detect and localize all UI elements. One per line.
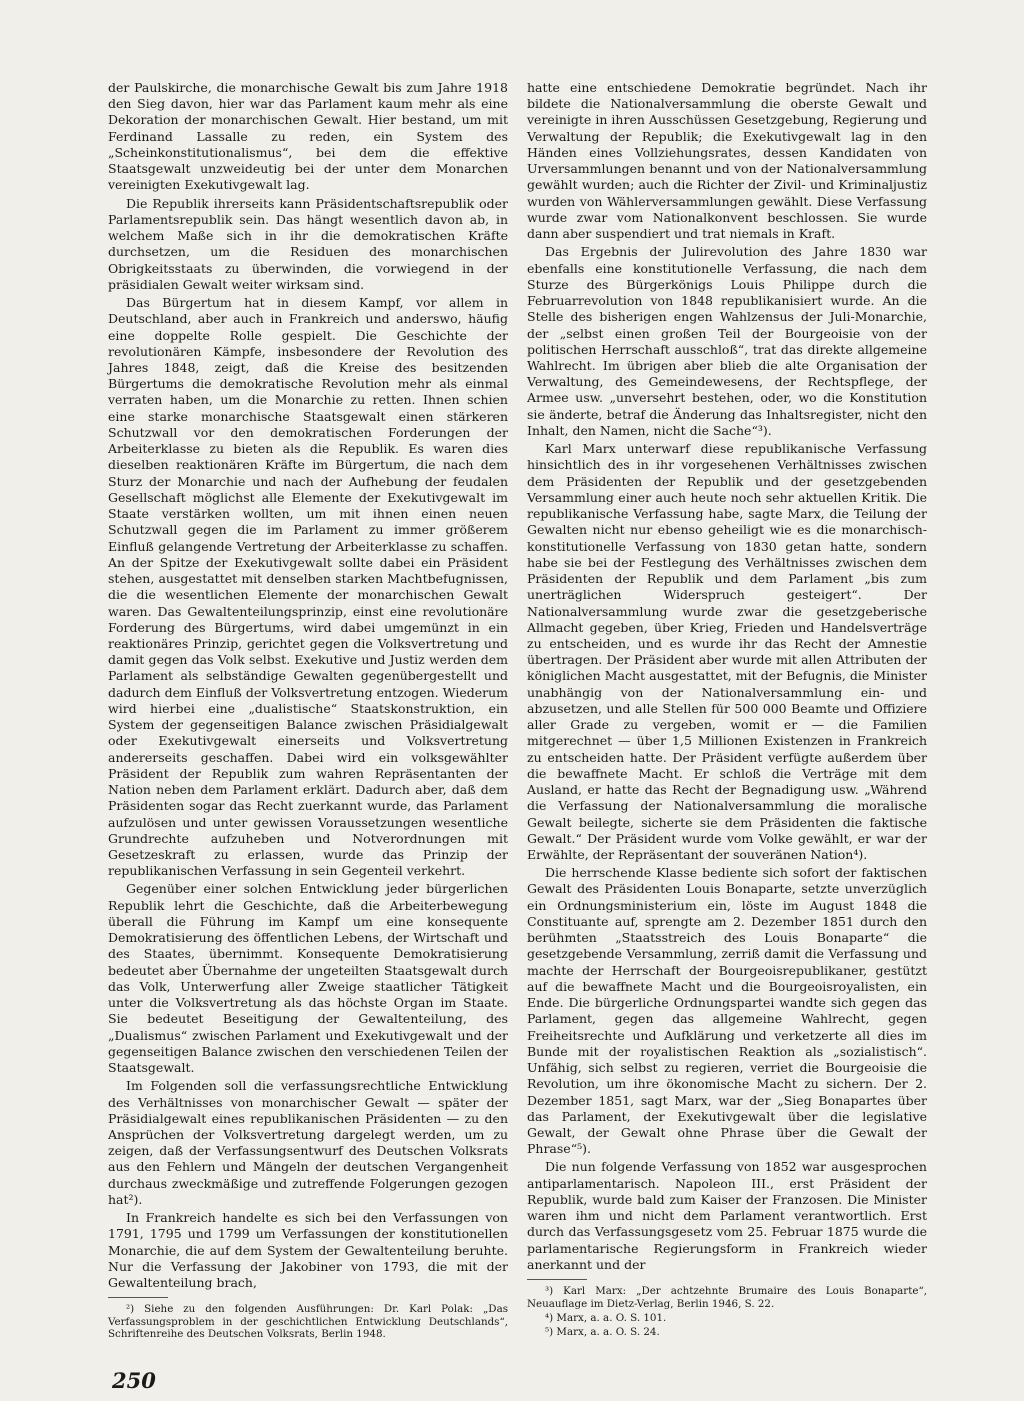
footnote-divider xyxy=(108,1297,168,1298)
right-column xyxy=(527,80,927,1341)
footnote: ²) Siehe zu den folgenden Ausführungen: Dr. Karl Polak: „Das Verfassungsproblem in der geschichtlichen Entwicklung Deutschlands“, Schriftenreihe des Deutschen Volksrats, Berlin 1948. xyxy=(108,1303,508,1341)
paragraph: der Paulskirche, die monarchische Gewalt bis zum Jahre 1918 den Sieg davon, hier war das Parlament kaum mehr als eine Dekoration der monarchischen Gewalt. Hier bestand, um mit Ferdinand Lassalle zu reden, ein System des „Scheinkonstitutionalismus“, bei dem die effektive Staatsgewalt unzweideutig bei der unter dem Monarchen vereinigten Exekutivgewalt lag. xyxy=(108,80,508,193)
footnote: ³) Karl Marx: „Der achtzehnte Brumaire des Louis Bonaparte“, Neuauflage im Dietz-Verlag, Berlin 1946, S. 22. xyxy=(527,1285,927,1310)
left-column xyxy=(108,80,508,1343)
paragraph: Karl Marx unterwarf diese republikanische Verfassung hinsichtlich des in ihr vorgesehenen Verhältnisses zwischen dem Präsidenten der Republik und der gesetzgebenden Versammlung einer auch heute noch sehr aktuellen Kritik. Die republikanische Verfassung habe, sagte Marx, die Teilung der Gewalten nicht nur ebenso geheiligt wie es die monarchisch-konstitutionelle Verfassung von 1830 getan hatte, sondern habe sie bei der Festlegung des Verhältnisses zwischen dem Präsidenten der Republik und dem Parlament „bis zum unerträglichen Widerspruch gesteigert“. Der Nationalversammlung wurde zwar die gesetzgeberische Allmacht gegeben, über Krieg, Frieden und Handelsverträge zu entscheiden, und es wurde ihr das Recht der Amnestie übertragen. Der Präsident aber wurde mit allen Attributen der königlichen Macht ausgestattet, mit der Befugnis, die Minister unabhängig von der Nationalversammlung ein- und abzusetzen, und alle Stellen für 500 000 Beamte und Offiziere aller Grade zu vergeben, womit er — die Familien mitgerechnet — über 1,5 Millionen Existenzen in Frankreich zu entscheiden hatte. Der Präsident verfügte außerdem über die bewaffnete Macht. Er schloß die Verträge mit dem Ausland, er hatte das Recht der Begnadigung usw. „Während die Verfassung der Nationalversammlung die moralische Gewalt beilegte, sicherte sie dem Präsidenten die faktische Gewalt.“ Der Präsident wurde vom Volke gewählt, er war der Erwählte, der Repräsentant der souveränen Nation⁴). xyxy=(527,441,927,863)
paragraph: Das Bürgertum hat in diesem Kampf, vor allem in Deutschland, aber auch in Frankreich und anderswo, häufig eine doppelte Rolle gespielt. Die Geschichte der revolutionären Kämpfe, insbesondere der Revolution des Jahres 1848, zeigt, daß die Kreise des besitzenden Bürgertums die demokratische Revolution mehr als einmal verraten haben, um die Monarchie zu retten. Ihnen schien eine starke monarchische Staatsgewalt einen stärkeren Schutzwall vor den demokratischen Forderungen der Arbeiterklasse zu bieten als die Republik. Es waren dies dieselben reaktionären Kräfte im Bürgertum, die nach dem Sturz der Monarchie und nach der Aufhebung der feudalen Gesellschaft möglichst alle Elemente der Exekutivgewalt im Staate verstärken wollten, um mit ihnen einen neuen Schutzwall gegen die im Parlament zu immer größerem Einfluß gelangende Vertretung der Arbeiterklasse zu schaffen. An der Spitze der Exekutivgewalt sollte dabei ein Präsident stehen, ausgestattet mit denselben starken Machtbefugnissen, die die wesentlichen Elemente der monarchischen Gewalt waren. Das Gewaltenteilungsprinzip, einst eine revolutionäre Forderung des Bürgertums, wird dabei umgemünzt in ein reaktionäres Prinzip, gerichtet gegen die Volksvertretung und damit gegen das Volk selbst. Exekutive und Justiz werden dem Parlament als selbständige Gewalten gegenübergestellt und dadurch dem Einfluß der Volksvertretung entzogen. Wiederum wird hierbei eine „dualistische“ Staatskonstruktion, ein System der gegenseitigen Balance zwischen Präsidialgewalt oder Exekutivgewalt einerseits und Volksvertretung andererseits geschaffen. Dabei wird ein volksgewählter Präsident der Republik zum wahren Repräsentanten der Nation neben dem Parlament erklärt. Dadurch aber, daß dem Präsidenten sogar das Recht zuerkannt wurde, das Parlament aufzulösen und unter gewissen Voraussetzungen wesentliche Grundrechte aufzuheben und Notverordnungen mit Gesetzeskraft zu erlassen, wurde das Prinzip der republikanischen Verfassung in sein Gegenteil verkehrt. xyxy=(108,295,508,879)
footnote: ⁴) Marx, a. a. O. S. 101. xyxy=(545,1311,667,1324)
footnote: ⁵) Marx, a. a. O. S. 24. xyxy=(545,1326,660,1339)
paragraph: Gegenüber einer solchen Entwicklung jeder bürgerlichen Republik lehrt die Geschichte, daß die Arbeiterbewegung überall die Führung im Kampf um eine konsequente Demokratisierung des öffentlichen Lebens, der Wirtschaft und des Staates, übernimmt. Konsequente Demokratisierung bedeutet aber Übernahme der ungeteilten Staatsgewalt durch das Volk, Unterwerfung aller Zweige staatlicher Tätigkeit unter die Volksvertretung als das höchste Organ im Staate. Sie bedeutet Beseitigung der Gewaltenteilung, des „Dualismus“ zwischen Parlament und Exekutivgewalt und der gegenseitigen Balance zwischen den verschiedenen Teilen der Staatsgewalt. xyxy=(108,881,508,1076)
paragraph: Die Republik ihrerseits kann Präsidentschaftsrepublik oder Parlamentsrepublik sein. Das hängt wesentlich davon ab, in welchem Maße sich in ihr die demokratischen Kräfte durchsetzen, um die Residuen des monarchischen Obrigkeitsstaats zu überwinden, die vorwiegend in der präsidialen Gewalt weiter wirksam sind. xyxy=(108,195,508,292)
paragraph: hatte eine entschiedene Demokratie begründet. Nach ihr bildete die Nationalversammlung die oberste Gewalt und vereinigte in ihren Ausschüssen Gesetzgebung, Regierung und Verwaltung der Republik; die Exekutivgewalt lag in den Händen eines Vollziehungsrates, dessen Kandidaten von Urversammlungen benannt und von der Nationalversammlung gewählt wurden; auch die Richter der Zivil- und Kriminaljustiz wurden von Wählerversammlungen gewählt. Diese Verfassung wurde zwar vom Nationalkonvent beschlossen. Sie wurde dann aber suspendiert und trat niemals in Kraft. xyxy=(527,80,927,242)
paragraph: Die nun folgende Verfassung von 1852 war ausgesprochen antiparlamentarisch. Napoleon III., erst Präsident der Republik, wurde bald zum Kaiser der Franzosen. Die Minister waren ihm und nicht dem Parlament verantwortlich. Erst durch das Verfassungsgesetz vom 25. Februar 1875 wurde die parlamentarische Regierungsform in Frankreich wieder anerkannt und der xyxy=(527,1159,927,1272)
paragraph: In Frankreich handelte es sich bei den Verfassungen von 1791, 1795 und 1799 um Verfassungen der konstitutionellen Monarchie, die auf dem System der Gewaltenteilung beruhte. Nur die Verfassung der Jakobiner von 1793, die mit der Gewaltenteilung brach, xyxy=(108,1210,508,1291)
paragraph: Die herrschende Klasse bediente sich sofort der faktischen Gewalt des Präsidenten Louis Bonaparte, setzte unverzüglich ein Ordnungsministerium ein, löste im August 1848 die Constituante auf, sprengte am 2. Dezember 1851 durch den berühmten „Staatsstreich des Louis Bonaparte“ die gesetzgebende Versammlung, zerriß damit die Verfassung und machte der Herrschaft der Bourgeoisrepublikaner, gestützt auf die bewaffnete Macht und die Bourgeoisroyalisten, ein Ende. Die bürgerliche Ordnungspartei wandte sich gegen das Parlament, gegen das allgemeine Wahlrecht, gegen Freiheitsrechte und Aufklärung und verketzerte all dies im Bunde mit der royalistischen Reaktion als „sozialistisch“. Unfähig, sich selbst zu regieren, verriet die Bourgeoisie die Revolution, um ihre ökonomische Macht zu sichern. Der 2. Dezember 1851, sagt Marx, war der „Sieg Bonapartes über das Parlament, der Exekutivgewalt über die legislative Gewalt, der Gewalt ohne Phrase über die Gewalt der Phrase“⁵). xyxy=(527,865,927,1157)
footnote-divider xyxy=(527,1279,587,1280)
paragraph: Das Ergebnis der Julirevolution des Jahre 1830 war ebenfalls eine konstitutionelle Verfassung, die nach dem Sturze des Bürgerkönigs Louis Philippe durch die Februarrevolution von 1848 republikanisiert wurde. An die Stelle des bisherigen engen Wahlzensus der Juli-Monarchie, der „selbst einen großen Teil der Bourgeoisie von der politischen Herrschaft ausschloß“, trat das direkte allgemeine Wahlrecht. Im übrigen aber blieb die alte Organisation der Verwaltung, des Gemeindewesens, der Rechtspflege, der Armee usw. „unversehrt bestehen, oder, wo die Konstitution sie änderte, betraf die Änderung das Inhaltsregister, nicht den Inhalt, den Namen, nicht die Sache“³). xyxy=(527,244,927,438)
paragraph: Im Folgenden soll die verfassungsrechtliche Entwicklung des Verhältnisses von monarchischer Gewalt — später der Präsidialgewalt eines republikanischen Präsidenten — zu den Ansprüchen der Volksvertretung dargelegt werden, um zu zeigen, daß der Verfassungsentwurf des Deutschen Volksrats aus den Fehlern und Mängeln der deutschen Vergangenheit durchaus zweckmäßige und zutreffende Folgerungen gezogen hat²). xyxy=(108,1078,508,1207)
page-number: 250 xyxy=(112,1368,156,1393)
